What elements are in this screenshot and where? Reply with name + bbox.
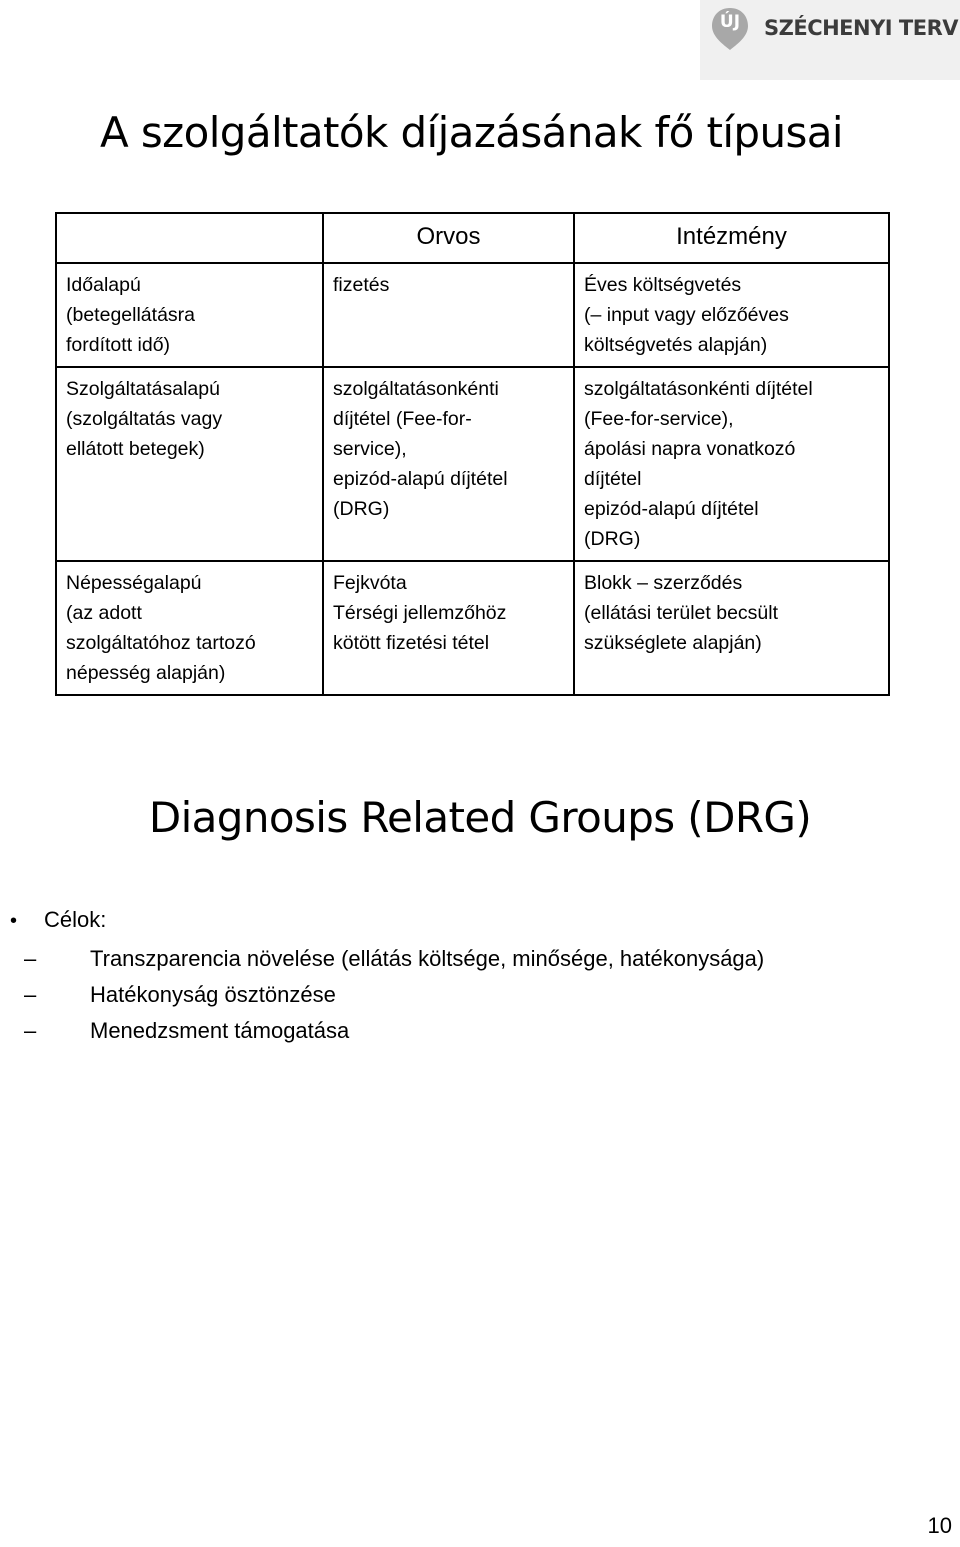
cell-line: Éves költségvetés — [584, 274, 742, 296]
table-row — [56, 367, 889, 561]
remuneration-types-table — [55, 212, 890, 696]
cell-line: kötött fizetési tétel — [333, 632, 490, 654]
logo-text: SZÉCHENYI TERV — [764, 16, 959, 40]
cell-line: szükséglete alapján) — [584, 632, 762, 654]
goals-list — [24, 941, 764, 1049]
cell-line: népesség alapján) — [66, 662, 226, 684]
cell-line: (az adott — [66, 602, 142, 624]
type-cell — [56, 263, 323, 367]
list-item-text: Hatékonyság ösztönzése — [90, 982, 336, 1007]
table-row — [56, 561, 889, 695]
cell-line: költségvetés alapján) — [584, 334, 768, 356]
list-item — [24, 941, 764, 977]
logo-mark-text: ÚJ — [719, 12, 741, 32]
cell-line: epizód-alapú díjtétel — [584, 498, 759, 520]
section-title: Diagnosis Related Groups (DRG) — [148, 793, 812, 842]
goals-heading — [10, 905, 106, 936]
cell-line: (Fee-for-service), — [584, 408, 734, 430]
cell-line: Időalapú — [66, 274, 141, 296]
cell-line: (– input vagy előzőéves — [584, 304, 789, 326]
institution-cell — [574, 367, 889, 561]
dash-icon: – — [24, 982, 37, 1007]
cell-line: ellátott betegek) — [66, 438, 205, 460]
cell-line: (szolgáltatás vagy — [66, 408, 223, 430]
cell-line: (ellátási terület becsült — [584, 602, 779, 624]
cell-line: ápolási napra vonatkozó — [584, 438, 796, 460]
institution-cell — [574, 561, 889, 695]
institution-cell — [574, 263, 889, 367]
cell-line: szolgáltatásonkénti — [333, 378, 499, 400]
cell-line: (DRG) — [584, 528, 641, 550]
table-header-institution: Intézmény — [574, 213, 889, 263]
bullet-icon: • — [10, 910, 18, 932]
cell-line: Blokk – szerződés — [584, 572, 743, 594]
cell-line: Szolgáltatásalapú — [66, 378, 220, 400]
cell-line: (betegellátásra — [66, 304, 195, 326]
cell-line: Népességalapú — [66, 572, 202, 594]
goals-label: Célok: — [44, 907, 107, 932]
page-title: A szolgáltatók díjazásának fő típusai — [100, 108, 843, 157]
dash-icon: – — [24, 1018, 37, 1043]
cell-line: Térségi jellemzőhöz — [333, 602, 507, 624]
page-number: 10 — [927, 1513, 952, 1538]
dash-icon: – — [24, 946, 37, 971]
cell-line: szolgáltatásonkénti díjtétel — [584, 378, 813, 400]
list-item-text: Menedzsment támogatása — [90, 1018, 350, 1043]
cell-line: fizetés — [333, 274, 390, 296]
table-header-doctor: Orvos — [323, 213, 574, 263]
doctor-cell — [323, 561, 574, 695]
cell-line: (DRG) — [333, 498, 390, 520]
cell-line: szolgáltatóhoz tartozó — [66, 632, 256, 654]
type-cell — [56, 367, 323, 561]
table-header-empty — [56, 213, 323, 263]
table-header-row — [56, 213, 889, 263]
szechenyi-terv-logo — [700, 0, 960, 80]
list-item — [24, 977, 764, 1013]
doctor-cell — [323, 263, 574, 367]
list-item-text: Transzparencia növelése (ellátás költsége, minősége, hatékonysága) — [90, 946, 765, 971]
list-item — [24, 1013, 764, 1049]
cell-line: Fejkvóta — [333, 572, 407, 594]
type-cell — [56, 561, 323, 695]
cell-line: epizód-alapú díjtétel — [333, 468, 508, 490]
table-row — [56, 263, 889, 367]
cell-line: díjtétel — [584, 468, 642, 490]
cell-line: service), — [333, 438, 407, 460]
cell-line: fordított idő) — [66, 334, 171, 356]
doctor-cell — [323, 367, 574, 561]
cell-line: díjtétel (Fee-for- — [333, 408, 472, 430]
